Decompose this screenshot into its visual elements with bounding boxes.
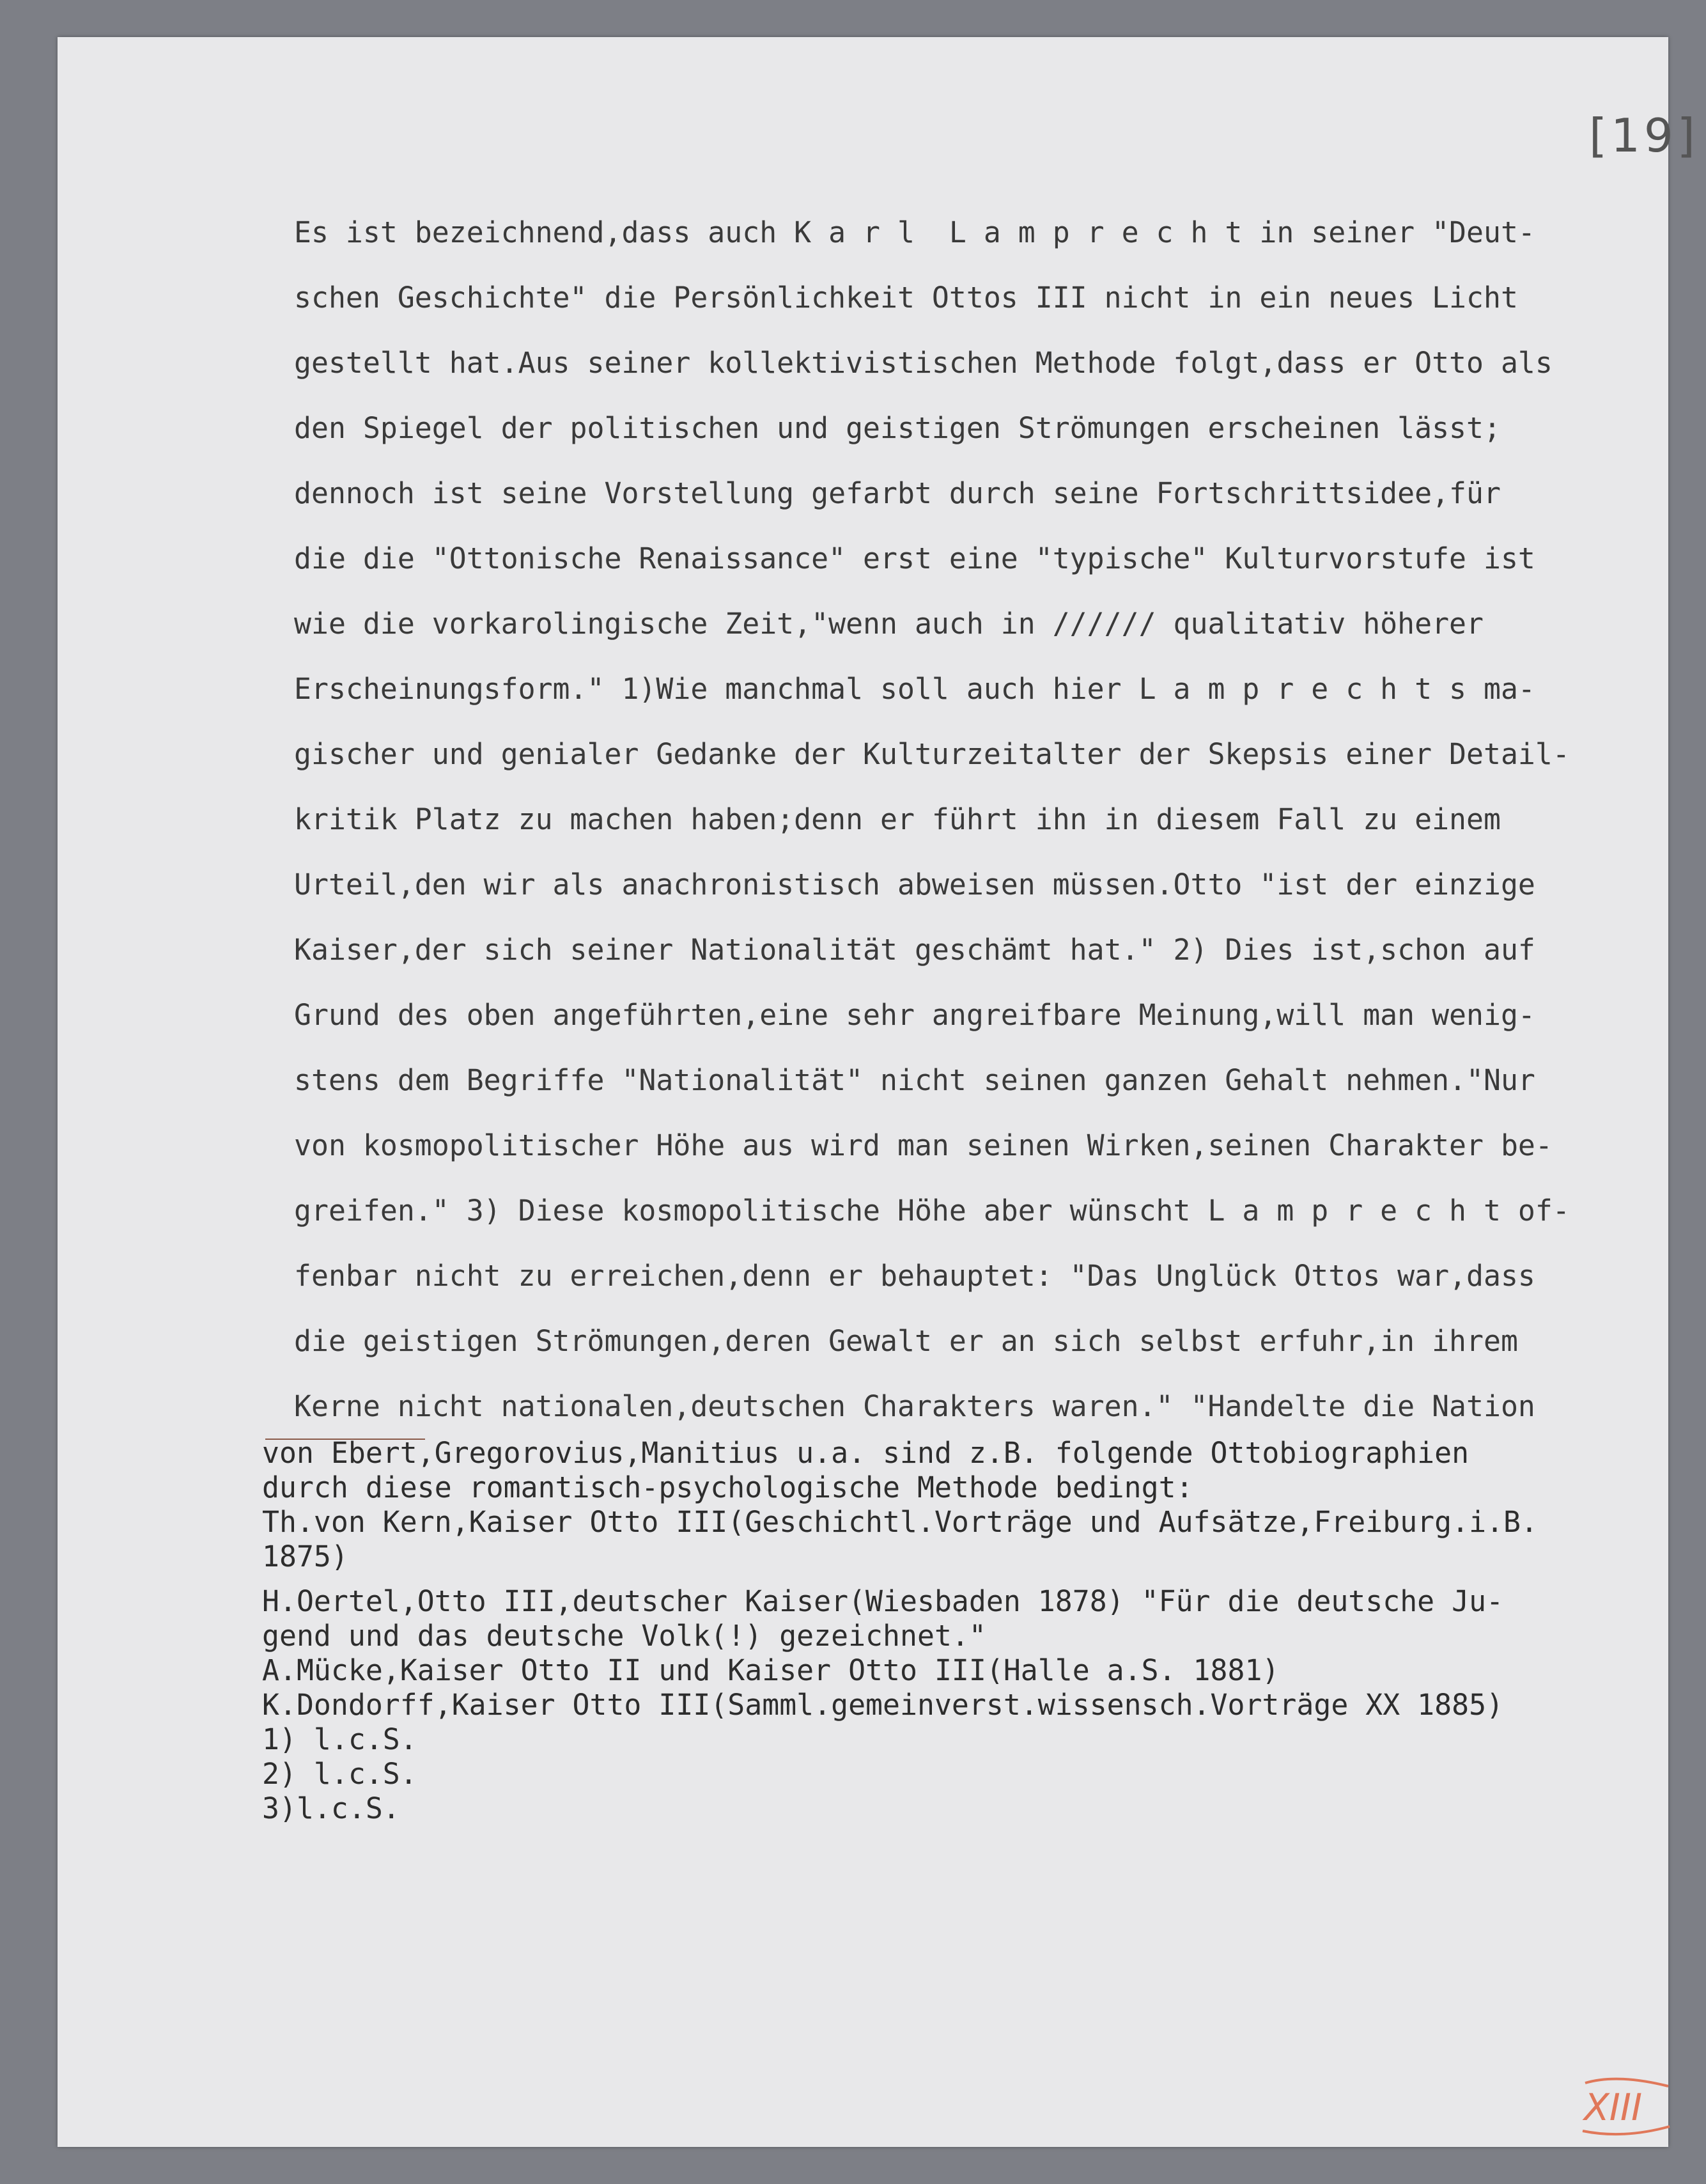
footnote-line: 3)l.c.S. bbox=[262, 1791, 400, 1825]
body-line: Urteil,den wir als anachronistisch abweisen müssen.Otto "ist der einzige bbox=[294, 868, 1535, 901]
body-line: dennoch ist seine Vorstellung gefarbt durch seine Fortschrittsidee,für bbox=[294, 476, 1501, 510]
body-line: stens dem Begriffe "Nationalität" nicht seinen ganzen Gehalt nehmen."Nur bbox=[294, 1063, 1535, 1097]
footnote-line: durch diese romantisch-psychologische Methode bedingt: bbox=[262, 1470, 1193, 1504]
body-line: von kosmopolitischer Höhe aus wird man seinen Wirken,seinen Charakter be- bbox=[294, 1128, 1553, 1162]
footnote-line: 2) l.c.S. bbox=[262, 1757, 417, 1791]
body-text bbox=[294, 200, 1706, 1439]
footnote-line: K.Dondorff,Kaiser Otto III(Samml.gemeinverst.wissensch.Vorträge XX 1885) bbox=[262, 1688, 1504, 1722]
footnote-line: 1) l.c.S. bbox=[262, 1722, 417, 1756]
body-line: den Spiegel der politischen und geistigen Strömungen erscheinen lässt; bbox=[294, 411, 1501, 445]
body-line: Kerne nicht nationalen,deutschen Charakters waren." "Handelte die Nation bbox=[294, 1389, 1535, 1423]
body-line: gestellt hat.Aus seiner kollektivistischen Methode folgt,dass er Otto als bbox=[294, 346, 1553, 380]
body-line: greifen." 3) Diese kosmopolitische Höhe aber wünscht L a m p r e c h t of- bbox=[294, 1194, 1570, 1228]
margin-mark-text: XIII bbox=[1584, 2086, 1643, 2129]
footnote-line: Th.von Kern,Kaiser Otto III(Geschichtl.Vorträge und Aufsätze,Freiburg.i.B. bbox=[262, 1505, 1539, 1539]
footnotes bbox=[259, 1436, 1706, 1826]
body-line: die geistigen Strömungen,deren Gewalt er an sich selbst erfuhr,in ihrem bbox=[294, 1324, 1518, 1358]
body-line: die die "Ottonische Renaissance" erst eine "typische" Kulturvorstufe ist bbox=[294, 542, 1535, 575]
body-line: kritik Platz zu machen haben;denn er führt ihn in diesem Fall zu einem bbox=[294, 802, 1501, 836]
body-line: Grund des oben angeführten,eine sehr angreifbare Meinung,will man wenig- bbox=[294, 998, 1535, 1032]
body-line: schen Geschichte" die Persönlichkeit Ottos III nicht in ein neues Licht bbox=[294, 281, 1518, 315]
footnote-line: H.Oertel,Otto III,deutscher Kaiser(Wiesbaden 1878) "Für die deutsche Ju- bbox=[262, 1584, 1504, 1618]
margin-mark-crayon bbox=[1579, 2070, 1675, 2141]
document-page bbox=[58, 37, 1699, 2147]
body-line: fenbar nicht zu erreichen,denn er behauptet: "Das Unglück Ottos war,dass bbox=[294, 1259, 1535, 1293]
body-line: Erscheinungsform." 1)Wie manchmal soll auch hier L a m p r e c h t s ma- bbox=[294, 672, 1535, 706]
footnote-line: 1875) bbox=[262, 1540, 348, 1573]
body-line: Es ist bezeichnend,dass auch K a r l L a m p r e c h t in seiner "Deut- bbox=[294, 215, 1535, 249]
body-line: Kaiser,der sich seiner Nationalität geschämt hat." 2) Dies ist,schon auf bbox=[294, 933, 1535, 967]
body-line: gischer und genialer Gedanke der Kulturzeitalter der Skepsis einer Detail- bbox=[294, 737, 1570, 771]
footnote-line: von Ebert,Gregorovius,Manitius u.a. sind z.B. folgende Ottobiographien bbox=[262, 1436, 1469, 1470]
body-line: wie die vorkarolingische Zeit,"wenn auch in ////// qualitativ höherer bbox=[294, 607, 1484, 641]
footnote-line: gend und das deutsche Volk(!) gezeichnet." bbox=[262, 1619, 986, 1653]
footnote-line: A.Mücke,Kaiser Otto II und Kaiser Otto III(Halle a.S. 1881) bbox=[262, 1653, 1280, 1687]
page-number: [19] bbox=[1589, 109, 1699, 162]
